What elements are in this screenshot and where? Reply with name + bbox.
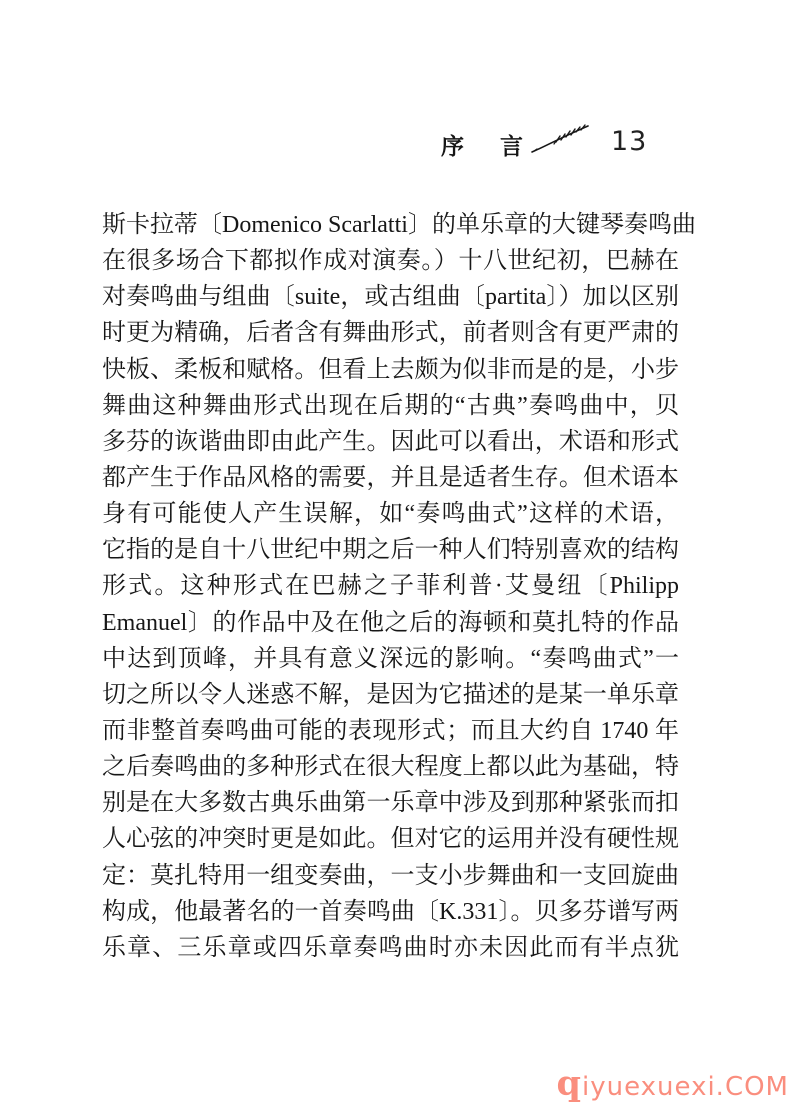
page-number: 13 <box>611 126 648 157</box>
text-line: 而非整首奏鸣曲可能的表现形式；而且大约自 1740 年 <box>102 717 679 744</box>
text-line: 斯卡拉蒂〔Domenico Scarlatti〕的单乐章的大键琴奏鸣曲 <box>102 212 696 238</box>
text-line: 快板、柔板和赋格。但看上去颇为似非而是的是，小步 <box>102 356 679 383</box>
text-line: 定：莫扎特用一组变奏曲，一支小步舞曲和一支回旋曲 <box>102 862 679 889</box>
text-line: 别是在大多数古典乐曲第一乐章中涉及到那种紧张而扣 <box>102 790 679 817</box>
watermark-text: iyuexuexi.COM <box>582 1072 789 1102</box>
text-line: 构成，他最著名的一首奏鸣曲〔K.331〕。贝多芬谱写两 <box>102 898 679 925</box>
text-line: 人心弦的冲突时更是如此。但对它的运用并没有硬性规 <box>102 826 679 853</box>
text-line: 对奏鸣曲与组曲〔suite，或古组曲〔partita〕）加以区别 <box>102 284 679 311</box>
text-line: 之后奏鸣曲的多种形式在很大程度上都以此为基础，特 <box>102 754 679 781</box>
body-text-block <box>102 207 696 966</box>
text-line: 时更为精确，后者含有舞曲形式，前者则含有更严肃的 <box>102 320 679 347</box>
site-watermark <box>556 1063 789 1104</box>
text-line: 它指的是自十八世纪中期之后一种人们特别喜欢的结构 <box>102 537 679 564</box>
text-line: 切之所以令人迷惑不解，是因为它描述的是某一单乐章 <box>102 681 679 708</box>
text-line: Emanuel〕的作品中及在他之后的海顿和莫扎特的作品 <box>102 609 679 636</box>
watermark-initial: q <box>556 1063 582 1104</box>
text-line: 乐章、三乐章或四乐章奏鸣曲时亦未因此而有半点犹 <box>102 934 679 961</box>
text-line: 中达到顶峰，并具有意义深远的影响。“奏鸣曲式”一 <box>102 645 679 672</box>
text-line: 舞曲这种舞曲形式出现在后期的“古典”奏鸣曲中，贝 <box>102 392 679 419</box>
text-line: 都产生于作品风格的需要，并且是适者生存。但术语本 <box>102 464 679 491</box>
section-title: 序言 <box>441 134 559 159</box>
text-line: 身有可能使人产生误解，如“奏鸣曲式”这样的术语， <box>102 501 679 528</box>
text-line: 多芬的诙谐曲即由此产生。因此可以看出，术语和形式 <box>102 428 679 455</box>
calligraphic-swash-icon <box>530 120 594 156</box>
text-line: 在很多场合下都拟作成对演奏。）十八世纪初，巴赫在 <box>102 248 679 275</box>
text-line: 形式。这种形式在巴赫之子菲利普·艾曼纽〔Philipp <box>102 573 679 600</box>
